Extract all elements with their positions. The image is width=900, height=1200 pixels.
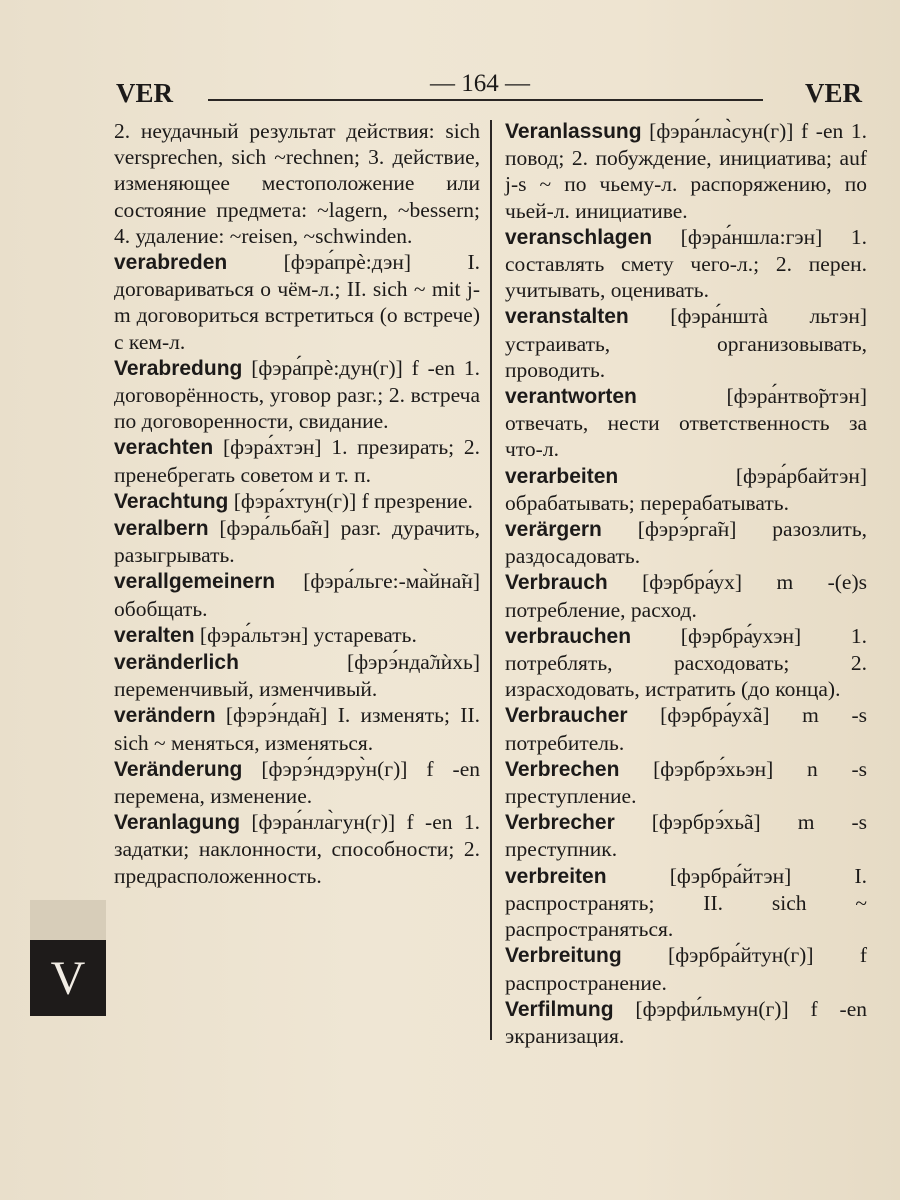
entry-headword: Verbreitung bbox=[505, 944, 622, 968]
dictionary-entry bbox=[505, 623, 867, 703]
dictionary-entry bbox=[114, 515, 480, 568]
entry-headword: veränderlich bbox=[114, 651, 239, 675]
entry-headword: Verbrauch bbox=[505, 571, 608, 595]
entry-text: [фэрбрэ́хьã] m -s преступник. bbox=[505, 810, 867, 862]
entry-headword: Veranlassung bbox=[505, 120, 642, 143]
entry-headword: Veränderung bbox=[114, 757, 243, 781]
dictionary-entry bbox=[505, 224, 867, 304]
guide-word-right: VER bbox=[804, 78, 862, 108]
thumb-index-shadow bbox=[30, 900, 106, 940]
dictionary-entry bbox=[114, 249, 480, 355]
dictionary-entry bbox=[114, 434, 480, 487]
entry-text: 2. неудачный результат действия: sich versprechen, sich ~rechnen; 3. действие, изменяющее местоположение или состояние предмета: ~lagern, ~bessern; 4. удаление: ~reisen, ~schwinden. bbox=[114, 119, 480, 248]
entry-headword: verarbeiten bbox=[505, 464, 619, 488]
entry-headword: verändern bbox=[114, 704, 216, 728]
dictionary-entry bbox=[505, 702, 867, 755]
entry-text: [фэрбра́ух] m -(e)s потребление, расход. bbox=[505, 570, 867, 622]
entry-headword: Verabredung bbox=[114, 356, 243, 380]
entry-text: [фэрфи́льмун(г)] f -en экранизация. bbox=[505, 996, 867, 1048]
thumb-index-tab bbox=[30, 940, 106, 1016]
entry-text: [фэра́льтэн] устаревать. bbox=[194, 622, 417, 647]
entry-headword: verachten bbox=[114, 436, 214, 460]
entry-text: [фэра́нштà льтэн] устраивать, организовывать, проводить. bbox=[505, 304, 867, 382]
entry-text: [фэрэ́ндэру̀н(г)] f -en перемена, изменение. bbox=[114, 756, 480, 809]
dictionary-entry bbox=[505, 118, 867, 224]
entry-headword: verbrauchen bbox=[505, 624, 632, 648]
entry-text: [фэра́нтво̃ртэн] отвечать, нести ответственность за что-л. bbox=[505, 384, 867, 462]
entry-headword: verärgern bbox=[505, 518, 602, 542]
entry-headword: Veranlagung bbox=[114, 811, 241, 835]
dictionary-entry bbox=[505, 463, 867, 516]
entry-continuation bbox=[114, 118, 480, 249]
entry-text: [фэра́льба̃н] разг. дурачить, разыгрывать. bbox=[114, 516, 480, 568]
entry-text: [фэрэ́нда̃н] I. изменять; II. sich ~ меняться, изменяться. bbox=[114, 703, 480, 755]
dictionary-entry bbox=[505, 756, 867, 809]
entry-text: [фэрбра́ухã] m -s потребитель. bbox=[505, 703, 867, 755]
entry-text: [фэра́льге:-ма̀йна̃н] обобщать. bbox=[114, 569, 480, 621]
entry-headword: Verbrecher bbox=[505, 811, 615, 835]
entry-text: [фэрбра́йтэн] I. распространять; II. sich ~ распространяться. bbox=[505, 863, 867, 942]
entry-text: [фэрбра́йтун(г)] f распространение. bbox=[505, 943, 867, 995]
dictionary-entry bbox=[114, 809, 480, 889]
dictionary-entry bbox=[505, 996, 867, 1049]
entry-text: [фэра́ншла:гэн] 1. составлять смету чего-л.; 2. перен. учитывать, оценивать. bbox=[505, 224, 867, 303]
dictionary-entry bbox=[114, 649, 480, 702]
dictionary-entry bbox=[505, 516, 867, 569]
entry-headword: verabreden bbox=[114, 251, 228, 275]
page-number: — 164 — bbox=[430, 70, 530, 97]
entry-headword: veralbern bbox=[114, 517, 209, 541]
entry-headword: Verachtung bbox=[114, 489, 229, 513]
right-column bbox=[505, 118, 867, 1049]
guide-word-left: VER bbox=[116, 78, 174, 108]
entry-headword: Verbrechen bbox=[505, 757, 620, 781]
dictionary-entry bbox=[505, 942, 867, 995]
entry-headword: verallgemeinern bbox=[114, 570, 276, 594]
entry-text: [фэра́прѐ:дун(г)] f -en 1. договорённость, уговор разг.; 2. встреча по договоренности, свидание. bbox=[114, 355, 480, 434]
entry-text: [фэра́нла̀гун(г)] f -en 1. задатки; наклонности, способности; 2. предрасположенность. bbox=[114, 810, 480, 888]
entry-text: [фэрэ́нда̃лѝхь] переменчивый, изменчивый. bbox=[114, 650, 480, 702]
dictionary-entry bbox=[505, 863, 867, 943]
entry-headword: verantworten bbox=[505, 385, 637, 409]
entry-headword: Verbraucher bbox=[505, 704, 628, 728]
entry-text: [фэра́хтун(г)] f презрение. bbox=[228, 488, 473, 513]
thumb-index-letter: V bbox=[50, 951, 86, 1005]
dictionary-entry bbox=[505, 809, 867, 862]
entry-text: [фэрбра́ухэн] 1. потреблять, расходовать; 2. израсходовать, истратить (до конца). bbox=[505, 623, 867, 702]
dictionary-entry bbox=[505, 383, 867, 463]
entry-headword: veralten bbox=[114, 623, 195, 647]
dictionary-entry bbox=[505, 569, 867, 622]
entry-text: [фэрэ́рга̃н] разозлить, раздосадовать. bbox=[505, 517, 867, 569]
entry-text: [фэра́нла̀сун(г)] f -en 1. повод; 2. побуждение, инициатива; auf j-s ~ по чьему-л. распоряжению, по чьей-л. инициативе. bbox=[505, 119, 867, 223]
header-rule bbox=[208, 99, 763, 101]
entry-text: [фэра́рбайтэн] обрабатывать; перерабатывать. bbox=[505, 463, 867, 515]
entry-headword: veranschlagen bbox=[505, 225, 653, 249]
entry-text: [фэра́прѐ:дэн] I. договариваться о чём-л.; II. sich ~ mit j-m договориться встретиться (о встрече) с кем-л. bbox=[114, 250, 480, 354]
left-column bbox=[114, 118, 480, 889]
dictionary-entry bbox=[114, 756, 480, 809]
dictionary-entry bbox=[114, 622, 480, 649]
entry-text: [фэра́хтэн] 1. презирать; 2. пренебрегать советом и т. п. bbox=[114, 435, 480, 487]
entry-text: [фэрбрэ́хьэн] n -s преступление. bbox=[505, 756, 867, 809]
dictionary-entry bbox=[114, 568, 480, 621]
dictionary-entry bbox=[114, 355, 480, 435]
dictionary-entry bbox=[114, 488, 480, 515]
entry-headword: Verfilmung bbox=[505, 997, 614, 1021]
dictionary-entry bbox=[114, 702, 480, 755]
entry-headword: verbreiten bbox=[505, 864, 607, 888]
column-divider bbox=[490, 120, 492, 1040]
dictionary-entry bbox=[505, 303, 867, 383]
entry-headword: veranstalten bbox=[505, 305, 629, 329]
